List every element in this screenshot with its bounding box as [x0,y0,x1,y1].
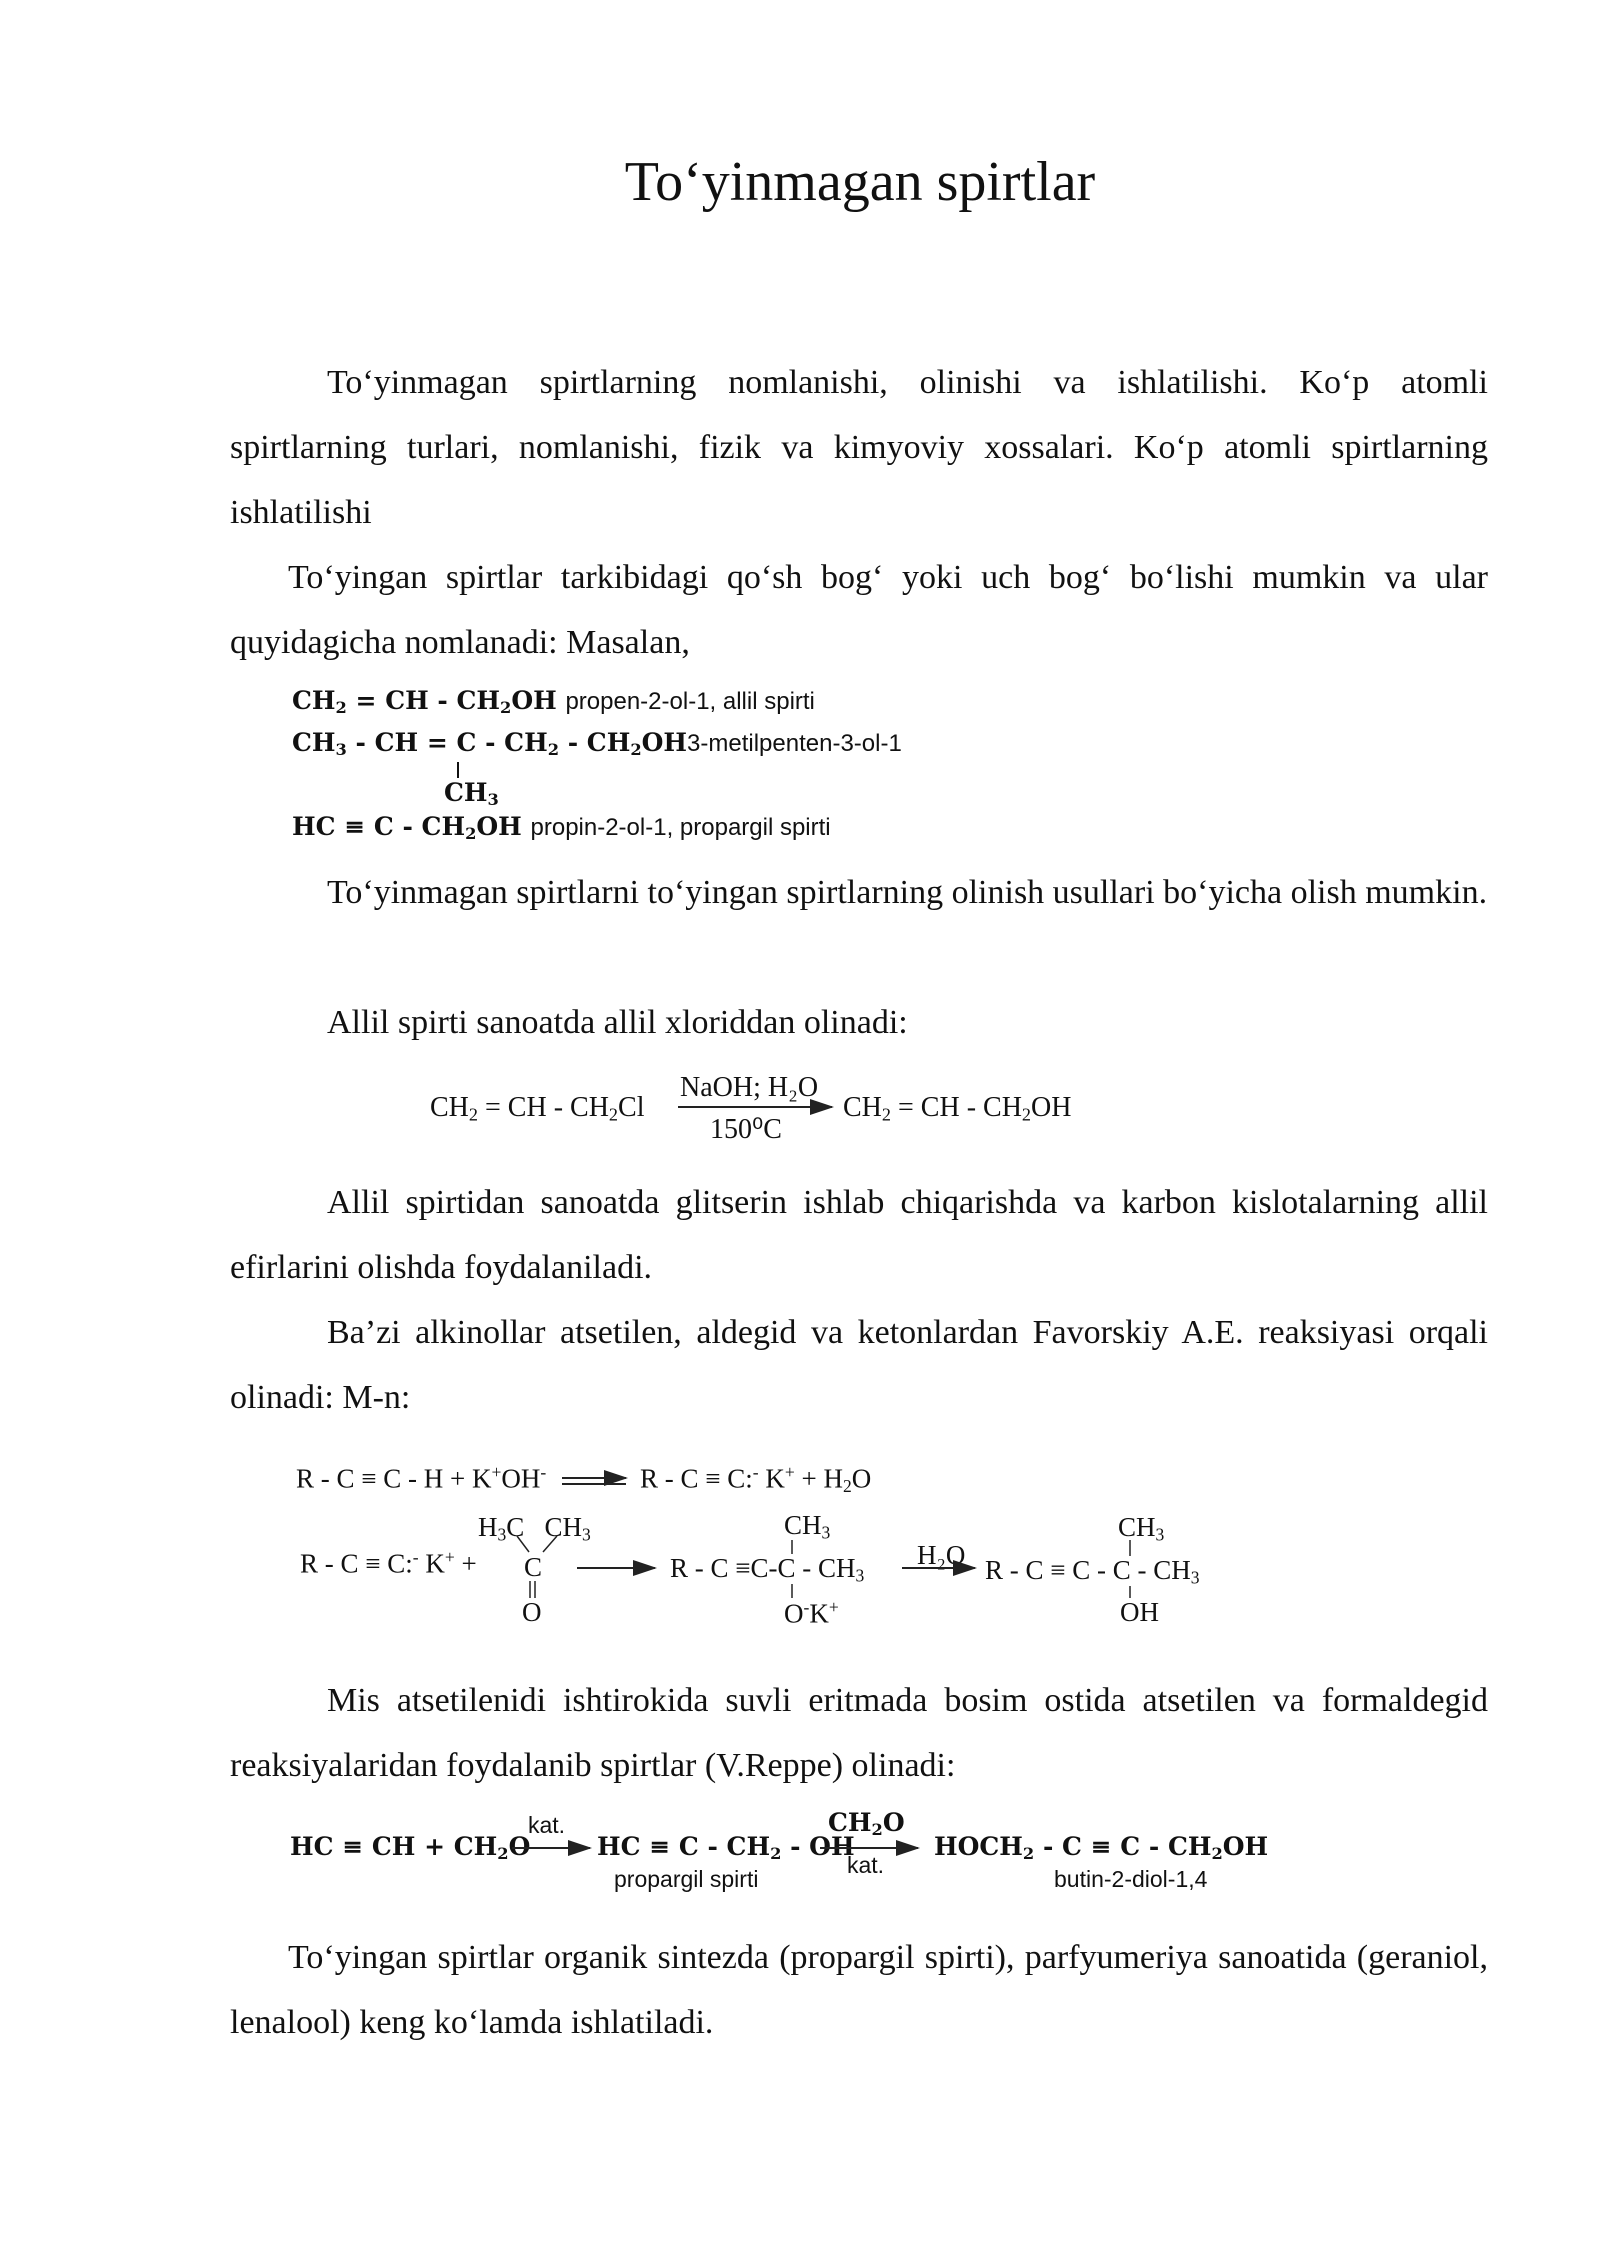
reppe-reagent-formaldehyde: $CH_2O$ [828,1808,905,1840]
acetone-oxygen: O [522,1597,542,1627]
reppe-product: $HOCH_2 - C \equiv C - CH_2OH$ [934,1832,1269,1864]
product-allyl-alcohol: $CH_2$ = CH - $CH_2OH$ [843,1092,1072,1125]
formula-propargyl-alcohol: HC ≡ C - $CH_2OH$ propin-2-ol-1, propargil spirti [292,812,831,844]
acetone-methyls: $H_3C$ $CH_3$ [478,1512,591,1545]
paragraph-usage: Allil spirtidan sanoatda glitserin ishlab chiqarishda va karbon kislotalarning allil efirlarini olishda foydalaniladi. [230,1184,1488,1286]
paragraph-methods: To‘yinmagan spirtlarni to‘yingan spirtlarning olinish usullari bo‘yicha olish mumkin. [327,874,1488,911]
reaction-conditions: NaOH; H₂O [680,1072,819,1103]
acetylide: R - C ≡ C:- K+ + [300,1547,477,1579]
formula-name: propin-2-ol-1, propargil spirti [530,814,831,841]
acetone-carbon: C [524,1552,543,1582]
intermediate-chain: $R - C \equiv C-C - CH_3$ [670,1553,865,1586]
reactant-allyl-chloride: $CH_2$ = CH - $CH_2Cl$ [430,1092,645,1125]
reppe-catalyst-1: kat. [528,1812,566,1838]
paragraph-intro: To‘yinmagan spirtlarning nomlanishi, olinishi va ishlatilishi. Ko‘p atomli spirtlarning turlari, nomlanishi, fizik va kimyoviy xossalari. Ko‘p atomli spirtlarning ishlatilishi [230,364,1488,531]
favorskiy-arrow-label: H₂O [917,1540,966,1570]
reppe-catalyst-2: kat. [847,1852,885,1878]
reppe-intermediate-name: propargil spirti [614,1866,759,1892]
page-title: To‘yinmagan spirtlar [624,151,1096,213]
paragraph-applications: To‘yingan spirtlar organik sintezda (propargil spirti), parfyumeriya sanoatida (geraniol, lenalool) keng ko‘lamda ishlatiladi. [230,1939,1488,2041]
paragraph-reppe: Mis atsetilenidi ishtirokida suvli eritmada bosim ostida atsetilen va formaldegid reaksiyalaridan foydalanib spirtlar (V.Reppe) olinadi: [230,1682,1488,1784]
reppe-intermediate: HC ≡ C - $CH_2$ - OH [597,1832,855,1864]
intermediate-alkoxide: O-K+ [784,1597,839,1629]
product-hydroxyl: OH [1120,1597,1159,1627]
favorskiy-step1-right: R - C ≡ C:- $K^+ + H_2O$ [640,1462,872,1497]
reppe-product-name: butin-2-diol-1,4 [1054,1866,1208,1892]
favorskiy-step1-left: R - C ≡ C - H + K+OH- [296,1462,547,1494]
paragraph-allyl: Allil spirti sanoatda allil xloriddan olinadi: [327,1004,908,1041]
formula-allyl-alcohol: $CH_2$ = CH - $CH_2OH$ propen-2-ol-1, allil spirti [292,686,815,718]
acetone-bond-left [517,1536,529,1552]
reaction-temperature: 150⁰C [710,1114,782,1145]
reppe-reactants: HC ≡ CH + $CH_2O$ [290,1832,531,1864]
paragraph-favorskiy: Ba’zi alkinollar atsetilen, aldegid va ketonlardan Favorskiy A.E. reaksiyasi orqali olinadi: M-n: [230,1314,1488,1416]
formula-methyl-branch: $CH_3$ [444,778,499,810]
formula-name: 3-metilpenten-3-ol-1 [687,730,902,757]
formula-name: propen-2-ol-1, allil spirti [565,688,815,715]
acetone-bond-right [543,1536,557,1552]
paragraph-naming: To‘yingan spirtlar tarkibidagi qo‘sh bog‘ yoki uch bog‘ bo‘lishi mumkin va ular quyidagicha nomlanadi: Masalan, [230,559,1488,661]
intermediate-methyl-top: $CH_3$ [784,1510,831,1543]
product-methyl-top: $CH_3$ [1118,1512,1165,1545]
product-chain: $R - C \equiv C - C - CH_3$ [985,1555,1200,1588]
formula-methylpentenol: $CH_3$ - CH = C - $CH_2$ - $CH_2OH3-metilpenten-3-ol-1$ [292,728,902,760]
